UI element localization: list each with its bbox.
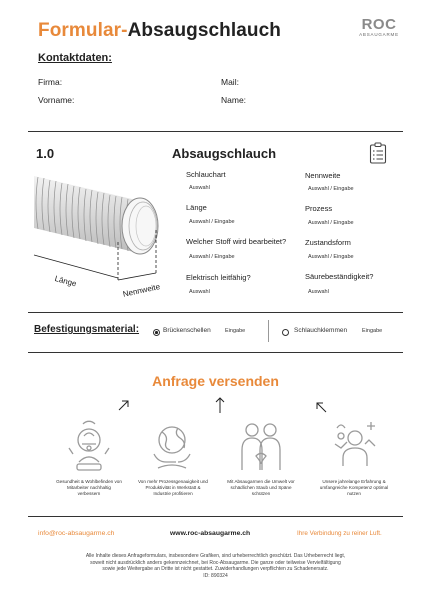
feature-health-text: Gesundheit & Wohlbefinden von Mitarbeiter nachhaltig verbessern	[56, 479, 122, 496]
productivity-icon	[148, 418, 196, 477]
section-title: Absaugschlauch	[172, 146, 277, 161]
expertise-icon	[331, 418, 379, 477]
title-part-1: Formular-	[38, 20, 128, 41]
leitfaehig-select[interactable]: Auswahl	[189, 289, 210, 295]
arrow-up-right-icon	[117, 398, 131, 417]
prozess-label: Prozess	[305, 204, 333, 213]
health-icon	[65, 418, 113, 477]
nennweite-label: Nennweite	[305, 171, 341, 180]
schlauchart-select[interactable]: Auswahl	[189, 185, 210, 191]
divider	[28, 312, 403, 313]
title-part-2: Absaugschlauch	[127, 20, 282, 41]
leitfaehig-label: Elektrisch leitfähig?	[186, 273, 251, 282]
legal-line-1: Alle Inhalte dieses Anfrageformulars, insbesondere Grafiken, sind urheberrechtlich geschützt. Das Urheberrecht liegt,	[85, 553, 346, 559]
legal-line-3: sowie jede Weitergabe an Dritte ist nicht gestattet. Zuwiderhandlungen verpflichten zu Schadenersatz.	[102, 566, 329, 573]
firma-label: Firma:	[38, 77, 63, 87]
send-request-button[interactable]: Anfrage versenden	[152, 373, 279, 389]
laenge-label: Länge	[186, 203, 207, 212]
page-title	[38, 20, 281, 42]
roc-logo	[352, 16, 406, 37]
mounting-heading: Befestigungsmaterial:	[34, 324, 140, 335]
vorname-label: Vorname:	[38, 95, 75, 105]
divider	[28, 516, 403, 517]
divider	[28, 352, 403, 353]
zustandsform-input[interactable]: Auswahl / Eingabe	[308, 254, 354, 260]
environment-icon	[236, 418, 286, 477]
saeure-select[interactable]: Auswahl	[308, 289, 329, 295]
document-id: ID: 890324	[203, 572, 228, 579]
feature-environment-text: Mit Absaugarmen die Umwelt vor schädlichen Staub und Späne schützen	[227, 479, 295, 496]
logo-subtext: ABSAUGARME	[359, 32, 399, 37]
firma-input[interactable]	[80, 77, 210, 88]
stoff-input[interactable]: Auswahl / Eingabe	[189, 254, 235, 260]
zustandsform-label: Zustandsform	[305, 238, 351, 247]
feature-productivity-text: Von mehr Prozessgenauigkeit und Produktivität in Werkstatt & Industrie profitieren	[138, 479, 208, 496]
legal-line-2: soweit nicht ausdrücklich anders gekennzeichnet, bei Roc-Absaugarme. Die ganze oder teilweise Vervielfältigung	[90, 559, 341, 566]
vertical-divider	[268, 320, 269, 342]
email-link[interactable]: info@roc-absaugarme.ch	[38, 530, 115, 537]
mail-label: Mail:	[221, 77, 239, 87]
slogan: Ihre Verbindung zu reiner Luft.	[297, 530, 382, 537]
width-label: Nennweite	[122, 282, 161, 299]
section-number: 1.0	[36, 146, 55, 161]
schlauchklemmen-input[interactable]: Eingabe	[362, 328, 383, 334]
brueckenschellen-radio[interactable]	[153, 329, 160, 336]
mail-input[interactable]	[245, 77, 395, 88]
laenge-input[interactable]: Auswahl / Eingabe	[189, 219, 235, 225]
nennweite-input[interactable]: Auswahl / Eingabe	[308, 186, 354, 192]
feature-expertise-text: Unsere jahrelange Erfahrung & umfangreiche Kompetenz optimal nutzen	[319, 479, 389, 496]
schlauchklemmen-radio[interactable]	[282, 329, 289, 336]
website-link[interactable]: www.roc-absaugarme.ch	[170, 530, 251, 537]
brueckenschellen-label[interactable]: Brückenschellen	[163, 327, 211, 334]
prozess-input[interactable]: Auswahl / Eingabe	[308, 220, 354, 226]
brueckenschellen-input[interactable]: Eingabe	[225, 328, 246, 334]
stoff-label: Welcher Stoff wird bearbeitet?	[186, 237, 287, 246]
divider	[28, 131, 403, 132]
schlauchart-label: Schlauchart	[186, 170, 226, 179]
logo-text: ROC	[361, 16, 397, 33]
arrow-up-left-icon	[314, 400, 328, 419]
name-input[interactable]	[245, 95, 395, 106]
vorname-input[interactable]	[80, 95, 210, 106]
schlauchklemmen-label[interactable]: Schlauchklemmen	[294, 327, 348, 334]
contact-heading: Kontaktdaten:	[38, 52, 112, 64]
length-label: Länge	[53, 274, 78, 289]
saeure-label: Säurebeständigkeit?	[305, 272, 374, 281]
legal-notice	[40, 553, 391, 579]
arrow-up-icon	[213, 396, 227, 419]
clipboard-icon	[369, 142, 387, 164]
name-label: Name:	[221, 95, 247, 105]
